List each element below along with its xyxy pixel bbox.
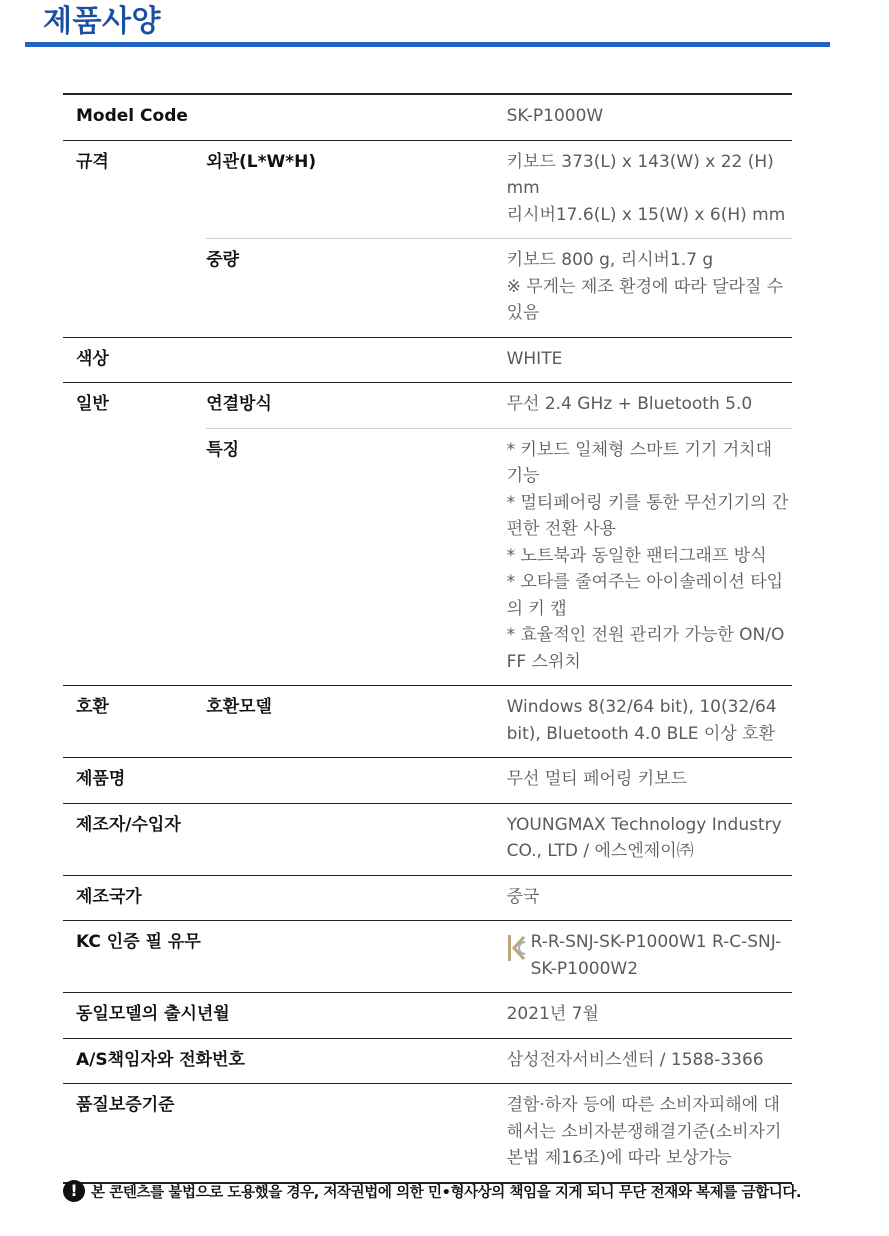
feature-item: * 노트북과 동일한 팬터그래프 방식 [506,545,767,566]
value-features [507,428,792,686]
row-product-name [63,758,792,804]
exclamation-icon: ! [63,1180,85,1202]
value-dimensions-keyboard: 키보드 373(L) x 143(W) x 22 (H) mm [506,151,774,198]
label-dimensions: 외관(L*W*H) [206,140,506,239]
label-features: 특징 [206,428,506,686]
label-model-code: Model Code [63,94,206,140]
value-kc [507,921,792,993]
row-dimensions [63,140,792,239]
value-dimensions-receiver: 리시버17.6(L) x 15(W) x 6(H) mm [506,204,786,225]
row-model-code [63,94,792,140]
label-connection: 연결방식 [206,383,506,429]
value-dimensions [507,140,792,239]
row-features [63,428,792,686]
value-weight-note: ※ 무게는 제조 환경에 따라 달라질 수 있음 [506,276,784,323]
row-compat [63,686,792,758]
feature-item: * 키보드 일체형 스마트 기기 거치대 기능 [506,439,773,486]
value-release: 2021년 7월 [507,993,792,1039]
value-as: 삼성전자서비스센터 / 1588-3366 [507,1038,792,1084]
label-kc: KC 인증 필 유무 [63,921,507,993]
row-kc [63,921,792,993]
label-manufacturer: 제조자/수입자 [63,803,507,875]
label-general: 일반 [63,383,206,429]
value-weight-main: 키보드 800 g, 리시버1.7 g [506,250,714,270]
value-warranty: 결함·하자 등에 따른 소비자피해에 대해서는 소비자분쟁해결기준(소비자기본법 제16조)에 따라 보상가능 [507,1084,792,1183]
value-compat-models: Windows 8(32/64 bit), 10(32/64 bit), Bluetooth 4.0 BLE 이상 호환 [507,686,792,758]
value-kc-text: R-R-SNJ-SK-P1000W1 R-C-SNJ-SK-P1000W2 [530,932,782,979]
feature-item: * 오타를 줄여주는 아이솔레이션 타입의 키 캡 [506,572,784,619]
value-country: 중국 [507,875,792,921]
value-color: WHITE [507,337,792,383]
label-as: A/S책임자와 전화번호 [63,1038,507,1084]
value-manufacturer: YOUNGMAX Technology Industry CO., LTD / 에스엔제이㈜ [507,803,792,875]
value-model-code: SK-P1000W [507,94,792,140]
value-weight [507,239,792,338]
row-country [63,875,792,921]
value-product-name: 무선 멀티 페어링 키보드 [507,758,792,804]
page-title: 제품사양 [43,4,161,39]
notice-text: 본 콘텐츠를 불법으로 도용했을 경우, 저작권법에 의한 민•형사상의 책임을 지게 되니 무단 전재와 복제를 금합니다. [91,1184,802,1201]
row-manufacturer [63,803,792,875]
label-warranty: 품질보증기준 [63,1084,507,1183]
feature-item: * 멀티페어링 키를 통한 무선기기의 간편한 전환 사용 [506,492,789,539]
row-warranty [63,1084,792,1183]
label-compat: 호환 [63,686,206,758]
value-connection: 무선 2.4 GHz + Bluetooth 5.0 [507,383,792,429]
label-compat-models: 호환모델 [206,686,506,758]
row-weight [63,239,792,338]
title-underline [25,42,830,47]
row-connection [63,383,792,429]
row-as [63,1038,792,1084]
label-country: 제조국가 [63,875,507,921]
label-color: 색상 [63,337,206,383]
label-release: 동일모델의 출시년월 [63,993,507,1039]
row-release [63,993,792,1039]
row-color [63,337,792,383]
spec-table [63,93,792,1184]
kc-mark-icon [507,933,527,963]
copyright-notice [63,1180,801,1202]
feature-item: * 효율적인 전원 관리가 가능한 ON/OFF 스위치 [506,625,785,672]
label-product-name: 제품명 [63,758,507,804]
label-weight: 중량 [206,239,506,338]
label-spec: 규격 [63,140,206,239]
